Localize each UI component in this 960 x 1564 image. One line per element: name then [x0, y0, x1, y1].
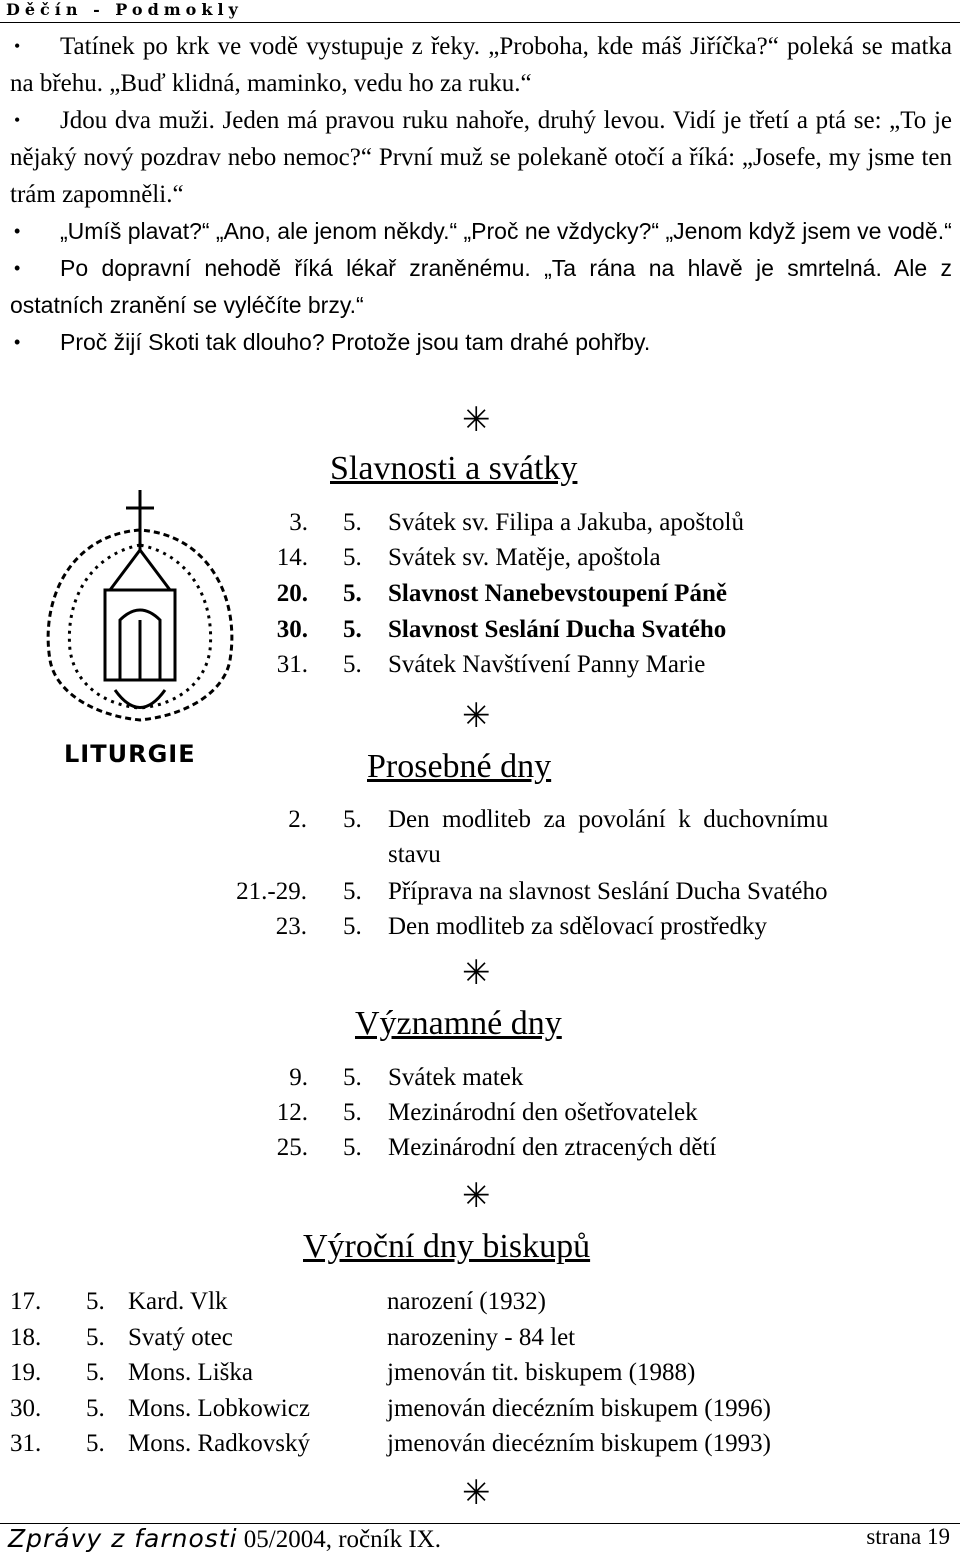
section-title-prosebne: Prosebné dny	[367, 748, 552, 785]
table-row: 31. 5. Mons. Radkovský jmenován diecézním biskupem (1993)	[10, 1430, 771, 1457]
event-row: 30. 5. Slavnost Seslání Ducha Svatého	[276, 616, 727, 643]
joke-item: • Tatínek po krk ve vodě vystupuje z řeky. „Proboha, kde máš Jiříčka?“ poleká se matka na břehu. „Buď klidná, maminko, vedu ho za ruku.“	[10, 33, 952, 97]
event-row: 20. 5. Slavnost Nanebevstoupení Páně	[276, 580, 727, 607]
joke-item: • „Umíš plavat?“ „Ano, ale jenom někdy.“ „Proč ne vždycky?“ „Jenom když jsem ve vodě.“	[14, 218, 952, 244]
page-number: strana 19	[866, 1524, 950, 1549]
event-row: 9. 5. Svátek matek	[289, 1064, 524, 1091]
svg-text:LITURGIE: LITURGIE	[64, 740, 196, 768]
header-divider	[0, 22, 960, 23]
bishops-table	[10, 1284, 950, 1462]
joke-item: • Po dopravní nehodě říká lékař zraněnému. „Ta rána na hlavě je smrtelná. Ale z ostatních zranění se vyléčíte brzy.“	[10, 255, 952, 318]
joke-item: • Proč žijí Skoti tak dlouho? Protože jsou tam drahé pohřby.	[14, 329, 651, 355]
page-header-title: Děčín - Podmokly	[6, 0, 243, 19]
section-title-slavnosti: Slavnosti a svátky	[330, 450, 578, 487]
event-row: 25. 5. Mezinárodní den ztracených dětí	[276, 1134, 717, 1161]
table-row: 19. 5. Mons. Liška jmenován tit. biskupem (1988)	[10, 1359, 696, 1386]
joke-item: • Jdou dva muži. Jeden má pravou ruku nahoře, druhý levou. Vidí je třetí a ptá se: „To je nějaký nový pozdrav nebo nemoc?“ První muž se polekaně otočí a říká: „Josefe, my jsme ten trám zapomněli.“	[10, 107, 952, 208]
event-row: 2. 5. Den modliteb za povolání k duchovnímu stavu	[288, 806, 829, 868]
table-row: 30. 5. Mons. Lobkowicz jmenován diecézním biskupem (1996)	[10, 1394, 771, 1422]
event-row: 21.-29. 5. Příprava na slavnost Seslání Ducha Svatého	[236, 878, 828, 905]
event-row: 14. 5. Svátek sv. Matěje, apoštola	[276, 544, 661, 571]
event-row: 31. 5. Svátek Navštívení Panny Marie	[276, 651, 706, 678]
separator-star-icon: ✳	[462, 402, 491, 439]
separator-star-icon: ✳	[462, 698, 491, 735]
footer-publication: Zprávy z farnosti 05/2004, ročník IX.	[8, 1524, 441, 1553]
section-title-vyznamne: Významné dny	[355, 1005, 562, 1042]
separator-star-icon: ✳	[462, 955, 491, 992]
table-row: 18. 5. Svatý otec narozeniny - 84 let	[10, 1323, 576, 1351]
jokes-list	[10, 28, 952, 361]
event-row: 12. 5. Mezinárodní den ošetřovatelek	[276, 1099, 698, 1126]
separator-star-icon: ✳	[462, 1475, 491, 1512]
separator-star-icon: ✳	[462, 1178, 491, 1215]
table-row: 17. 5. Kard. Vlk narození (1932)	[10, 1288, 546, 1315]
event-row: 3. 5. Svátek sv. Filipa a Jakuba, apoštolů	[289, 509, 744, 536]
event-row: 23. 5. Den modliteb za sdělovací prostředky	[275, 913, 768, 940]
section-title-vyrocni: Výroční dny biskupů	[303, 1228, 591, 1265]
